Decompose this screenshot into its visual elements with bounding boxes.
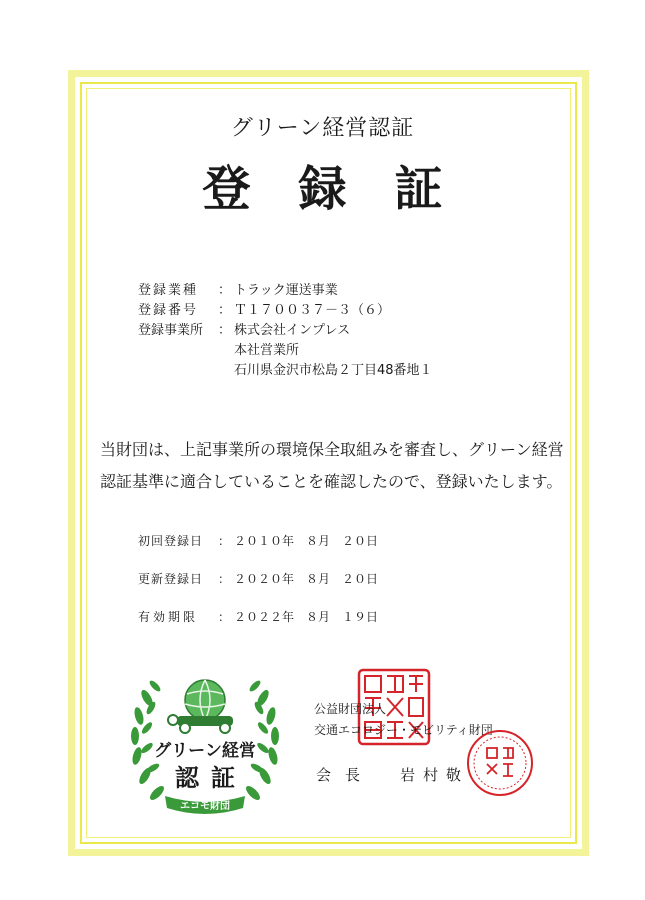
globe-car-icon [168,680,233,733]
registration-value: トラック運送事業 [234,283,338,298]
issuer-organization-name: 交通エコロジー・モビリティ財団 [314,723,493,737]
registration-label: 登録業種 [138,283,199,298]
office-line-1: 本社営業所 [234,343,300,358]
date-value: ２０１０年 ８月 ２０日 [234,534,379,548]
chairman-title: 会長 [316,766,375,784]
colon: ： [218,303,232,318]
statement-line-2: 認証基準に適合していることを確認したので、登録いたします。 [100,472,563,491]
colon: ： [218,283,232,298]
date-label: 更新登録日 [138,572,204,586]
issuer-organization-type: 公益財団法人 [314,702,387,716]
statement-line-1: 当財団は、上記事業所の環境保全取組みを審査し、グリーン経営 [100,440,564,459]
date-label: 有効期限 [138,610,199,624]
registration-value: Ｔ１７００３７－３（６） [234,303,391,318]
colon: ： [218,572,231,586]
chairman-name: 岩村敬 [400,766,470,784]
certificate-title: 登録証 [202,161,491,217]
logo-text-line-2: 認証 [175,764,247,792]
colon: ： [218,534,231,548]
registration-value: 株式会社インプレス [234,323,351,338]
colon: ： [218,610,231,624]
certificate-subtitle: グリーン経営認証 [230,116,415,141]
logo-ribbon-text: エコモ財団 [180,801,230,812]
registration-label: 登録事業所 [138,323,204,338]
certificate-statement [100,434,570,498]
round-seal-icon [465,728,535,798]
green-management-logo [125,658,285,828]
date-value: ２０２０年 ８月 ２０日 [234,572,379,586]
date-value: ２０２２年 ８月 １９日 [234,610,379,624]
date-label: 初回登録日 [138,534,204,548]
registration-label: 登録番号 [138,303,199,318]
logo-text-line-1: グリーン経営 [154,741,256,761]
office-line-2: 石川県金沢市松島２丁目48番地１ [234,363,433,378]
colon: ： [218,323,232,338]
